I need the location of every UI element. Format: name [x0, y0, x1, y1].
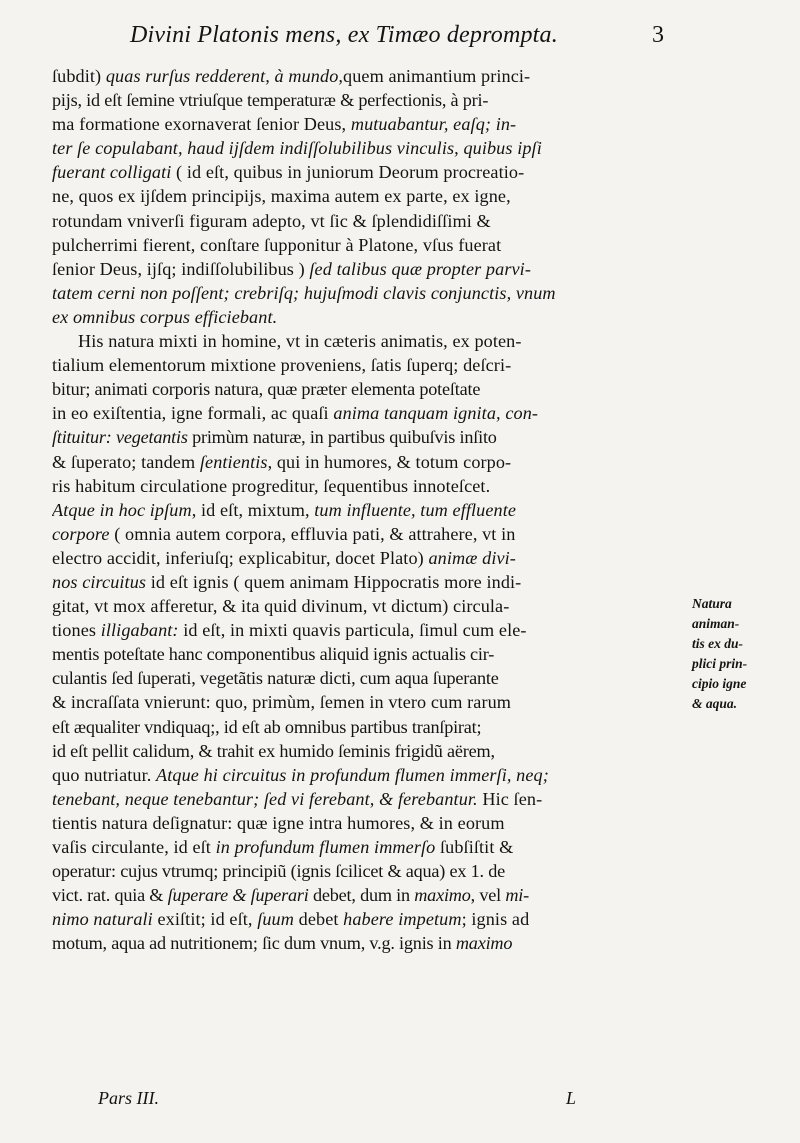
- signature-part: Pars III.: [98, 1088, 159, 1108]
- text-line: [52, 474, 688, 498]
- italic-text: fuerant colligati: [52, 162, 172, 183]
- text-line: [52, 209, 688, 233]
- main-text: [52, 64, 688, 955]
- roman-text: & incraſſata vnierunt: quo, primùm, ſemen in vtero cum rarum: [52, 692, 512, 713]
- text-line: [52, 835, 688, 859]
- text-line: [52, 136, 688, 160]
- roman-text: ( omnia autem corpora, effluvia pati, & attrahere, vt in: [109, 523, 516, 544]
- italic-text: ter ſe copulabant, haud ijſdem indiſſolubilibus vinculis, quibus ipſi: [52, 138, 542, 159]
- margin-note-line: Natura: [692, 596, 732, 611]
- italic-text: tatem cerni non poſſent; crebriſq; hujuſmodi clavis conjunctis, vnum: [52, 282, 556, 303]
- running-head: Divini Platonis mens, ex Timæo deprompta.: [130, 22, 558, 48]
- page-number: 3: [652, 22, 664, 48]
- italic-text: habere impetum: [343, 909, 462, 930]
- roman-text: operatur: cujus vtrumq; principiũ (ignis ſcilicet & aqua) ex 1. de: [52, 861, 505, 882]
- text-line: [52, 763, 688, 787]
- text-line: [52, 450, 688, 474]
- roman-text: quo nutriatur.: [52, 764, 157, 785]
- text-line: [52, 811, 688, 835]
- text-line: [52, 666, 688, 690]
- italic-text: quas rurſus redderent, à mundo,: [105, 66, 344, 86]
- roman-text: , qui in humores, & totum corpo-: [267, 451, 512, 472]
- roman-text: ; ignis ad: [461, 909, 530, 930]
- italic-text: tum influente, tum effluente: [314, 499, 517, 520]
- text-line: [52, 883, 688, 907]
- italic-text: anima tanquam ignita, con-: [333, 403, 539, 424]
- text-line: [52, 64, 688, 88]
- roman-text: , vel: [470, 885, 506, 906]
- italic-text: animæ divi-: [428, 547, 516, 568]
- roman-text: & ſuperato; tandem: [52, 451, 200, 472]
- text-line: [52, 233, 688, 257]
- margin-note-line: tis ex du-: [692, 636, 744, 651]
- roman-text: id eſt, in mixti quavis particula, ſimul cum ele-: [178, 620, 527, 641]
- italic-text: tenebant, neque tenebantur; ſed vi ferebant, & ferebantur.: [52, 788, 478, 809]
- roman-text: debet, dum in: [308, 885, 415, 906]
- text-line: [52, 522, 688, 546]
- italic-text: mi-: [505, 885, 529, 906]
- text-line: [52, 281, 688, 305]
- signature-mark: L: [566, 1088, 577, 1108]
- roman-text: culantis ſed ſuperati, vegetãtis naturæ dicti, cum aqua ſuperante: [52, 668, 499, 689]
- text-line: [52, 642, 688, 666]
- text-line: [52, 907, 688, 931]
- italic-text: ſed talibus quæ propter parvi-: [309, 258, 531, 279]
- roman-text: quem animantium princi-: [343, 66, 531, 86]
- roman-text: ne, quos ex ijſdem principijs, maxima autem ex parte, ex igne,: [52, 186, 511, 207]
- margin-note-line: cipio igne: [692, 676, 747, 691]
- italic-text: ex omnibus corpus efficiebant.: [52, 306, 278, 327]
- roman-text: ſenior Deus, ijſq; indiſſolubilibus ): [52, 258, 310, 279]
- text-line: [52, 594, 688, 618]
- text-line: [52, 401, 688, 425]
- roman-text: bitur; animati corporis natura, quæ præter elementa poteſtate: [52, 379, 481, 400]
- text-line: [52, 546, 688, 570]
- text-line: [52, 353, 688, 377]
- text-line: [52, 931, 688, 955]
- roman-text: exiſtit; id eſt,: [152, 909, 258, 930]
- margin-note: [692, 594, 800, 714]
- italic-text: nimo naturali: [52, 909, 153, 930]
- page-header: [130, 22, 690, 62]
- text-line: [52, 618, 688, 642]
- italic-text: Atque hi circuitus in profundum flumen immerſi, neq;: [156, 764, 549, 785]
- text-line: [52, 715, 688, 739]
- roman-text: vaſis circulante, id eſt: [52, 837, 216, 857]
- text-line: [52, 160, 688, 184]
- roman-text: id eſt ignis ( quem animam Hippocratis more indi-: [146, 571, 522, 592]
- text-line: [52, 305, 688, 329]
- italic-text: mutuabantur, eaſq; in-: [350, 114, 517, 135]
- roman-text: gitat, vt mox afferetur, & ita quid divinum, vt dictum) circula-: [52, 596, 510, 617]
- roman-text: in eo exiſtentia, igne formali, ac quaſi: [52, 403, 334, 424]
- roman-text: ſubſiſtit &: [435, 837, 514, 857]
- roman-text: ( id eſt, quibus in juniorum Deorum procreatio-: [171, 162, 525, 183]
- text-line: [52, 425, 688, 449]
- italic-text: illigabant:: [100, 620, 179, 641]
- italic-text: nos circuitus: [52, 571, 147, 592]
- italic-text: ſuperare & ſuperari: [167, 885, 309, 906]
- roman-text: pulcherrimi fierent, conſtare ſupponitur à Platone, vſus fuerat: [52, 234, 502, 255]
- text-line: [52, 498, 688, 522]
- text-line: [52, 739, 688, 763]
- roman-text: , id eſt, mixtum,: [191, 499, 315, 520]
- roman-text: vict. rat. quia &: [52, 885, 168, 906]
- page-footer: [0, 1088, 800, 1118]
- roman-text: tiones: [52, 620, 101, 641]
- text-line: [52, 88, 688, 112]
- italic-text: maximo: [455, 933, 513, 954]
- roman-text: pijs, id eſt ſemine vtriuſque temperaturæ & perfectionis, à pri-: [52, 90, 489, 111]
- roman-text: electro accidit, inferiuſq; explicabitur, docet Plato): [52, 547, 429, 568]
- italic-text: Atque in hoc ipſum: [52, 499, 192, 520]
- roman-text: primùm naturæ, in partibus quibuſvis inſito: [187, 427, 497, 448]
- text-line: [52, 112, 688, 136]
- text-line: [52, 329, 688, 353]
- italic-text: corpore: [52, 523, 110, 544]
- roman-text: motum, aqua ad nutritionem; ſic dum vnum, v.g. ignis in: [52, 933, 456, 954]
- italic-text: in profundum flumen immerſo: [215, 837, 436, 857]
- roman-text: id eſt pellit calidum, & trahit ex humido ſeminis frigidũ aërem,: [52, 740, 495, 761]
- roman-text: rotundam vniverſi figuram adepto, vt ſic & ſplendidiſſimi &: [52, 210, 491, 231]
- roman-text: ma formatione exornaverat ſenior Deus,: [52, 114, 351, 135]
- roman-text: mentis poteſtate hanc componentibus aliquid ignis actualis cir-: [52, 644, 495, 665]
- italic-text: ſtituitur: vegetantis: [52, 427, 188, 448]
- roman-text: His natura mixti in homine, vt in cæteris animatis, ex poten-: [78, 331, 522, 352]
- roman-text: debet: [293, 909, 344, 930]
- text-line: [52, 690, 688, 714]
- margin-note-line: animan-: [692, 616, 740, 631]
- roman-text: Hic ſen-: [477, 788, 543, 809]
- text-line: [52, 377, 688, 401]
- text-line: [52, 570, 688, 594]
- italic-text: maximo: [414, 885, 471, 906]
- margin-note-line: & aqua.: [692, 696, 738, 711]
- roman-text: tialium elementorum mixtione proveniens, ſatis ſuperq; deſcri-: [52, 355, 512, 376]
- italic-text: ſuum: [257, 909, 294, 930]
- text-line: [52, 184, 688, 208]
- italic-text: ſentientis: [199, 451, 268, 472]
- text-line: [52, 859, 688, 883]
- roman-text: ris habitum circulatione progreditur, ſequentibus innoteſcet.: [52, 475, 491, 496]
- roman-text: eſt æqualiter vndiquaq;, id eſt ab omnibus partibus tranſpirat;: [52, 716, 482, 737]
- margin-note-line: plici prin-: [692, 656, 748, 671]
- text-line: [52, 257, 688, 281]
- text-line: [52, 787, 688, 811]
- roman-text: tientis natura deſignatur: quæ igne intra humores, & in eorum: [52, 812, 505, 833]
- roman-text: ſubdit): [52, 66, 106, 86]
